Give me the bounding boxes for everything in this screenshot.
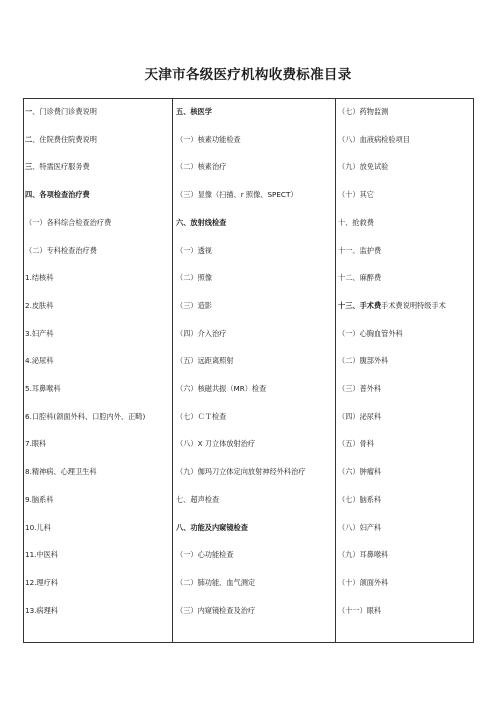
catalog-entry: （二）核素治疗 [176, 162, 227, 172]
catalog-entry: （一）核素功能检查 [176, 134, 241, 144]
catalog-entry: （二）肺功能、血气测定 [176, 577, 256, 587]
catalog-entry: （七）脑系科 [338, 494, 382, 504]
catalog-entry: （三）显像（扫描、r 照像、SPECT） [176, 190, 298, 200]
catalog-entry: （二）腹部外科 [338, 356, 389, 366]
catalog-entry: （八）妇产科 [338, 522, 382, 532]
catalog-entry: （三）造影 [176, 300, 212, 310]
catalog-entry: （一）心功能检查 [176, 550, 234, 560]
catalog-entry: 七、超声检查 [176, 494, 220, 504]
catalog-entry: （八）血液病检验项目 [338, 134, 410, 144]
catalog-entry: 1.结核科 [25, 273, 54, 283]
catalog-entry: 二、住院费住院费说明 [25, 134, 97, 144]
catalog-entry: 7.眼科 [25, 439, 47, 449]
catalog-entry: 十二、麻醉费 [338, 273, 382, 283]
catalog-entry: （九）耳鼻喉科 [338, 550, 389, 560]
catalog-entry: （一）心胸血管外科 [338, 328, 403, 338]
catalog-entry: （八）X 刀立体放射治疗 [176, 439, 256, 449]
column-divider [335, 99, 336, 642]
catalog-entry: 一、门诊费门诊费说明 [25, 107, 97, 116]
catalog-entry: 四、各项检查治疗费 [25, 190, 90, 200]
catalog-entry: （三）普外科 [338, 384, 382, 393]
catalog-entry: 六、放射线检查 [176, 217, 227, 227]
catalog-entry: （二）专科检查治疗费 [25, 245, 97, 255]
catalog-entry: 11.中医科 [25, 550, 58, 560]
fee-catalog-table [23, 98, 474, 643]
catalog-entry: （九）放免试验 [338, 162, 389, 172]
catalog-entry: （三）内窥镜检查及治疗 [176, 605, 256, 615]
catalog-entry: 十三、手术费手术费说明特级手术 [338, 300, 446, 310]
catalog-entry: （九）伽玛刀立体定向放射神经外科治疗 [176, 467, 306, 477]
page-title: 天津市各级医疗机构收费标准目录 [144, 67, 352, 83]
catalog-entry: 八、功能及内窥镜检查 [176, 522, 248, 532]
catalog-entry: （六）肿瘤科 [338, 467, 382, 477]
catalog-entry: 4.泌尿科 [25, 356, 54, 366]
catalog-entry: 13.病理科 [25, 605, 58, 615]
catalog-entry: （四）介入治疗 [176, 328, 227, 338]
catalog-entry: 9.脑系科 [25, 494, 54, 504]
catalog-entry: （二）照像 [176, 273, 212, 283]
catalog-entry: 3.妇产科 [25, 328, 54, 338]
catalog-entry: （十一）眼科 [338, 605, 382, 615]
catalog-entry: （七）药物监测 [338, 107, 389, 116]
catalog-entry: 十一、监护费 [338, 245, 382, 255]
column-divider [172, 99, 173, 642]
catalog-entry: 8.精神病、心理卫生科 [25, 467, 97, 477]
catalog-entry: （一）透视 [176, 245, 212, 255]
catalog-entry: （一）各科综合检查治疗费 [25, 217, 112, 227]
catalog-entry: 十、抢救费 [338, 217, 374, 227]
catalog-entry: 10.儿科 [25, 522, 51, 532]
catalog-entry: 三、特需医疗服务费 [25, 162, 90, 172]
catalog-entry: 6.口腔科(颌面外科、口腔内外、正畸) [25, 411, 146, 421]
catalog-entry: （十）其它 [338, 190, 374, 200]
catalog-entry: 2.皮肤科 [25, 300, 54, 310]
catalog-entry: （五）远距离照射 [176, 356, 234, 366]
catalog-entry: （六）核磁共振（MR）检查 [176, 384, 267, 393]
catalog-entry: （十）颌面外科 [338, 577, 389, 587]
catalog-entry: （七）ＣＴ检查 [176, 411, 227, 421]
catalog-entry: 五、核医学 [176, 107, 212, 116]
catalog-entry: （四）泌尿科 [338, 411, 382, 421]
catalog-entry: （五）骨科 [338, 439, 374, 449]
catalog-entry: 12.理疗科 [25, 577, 58, 587]
catalog-entry: 5.耳鼻喉科 [25, 384, 61, 393]
